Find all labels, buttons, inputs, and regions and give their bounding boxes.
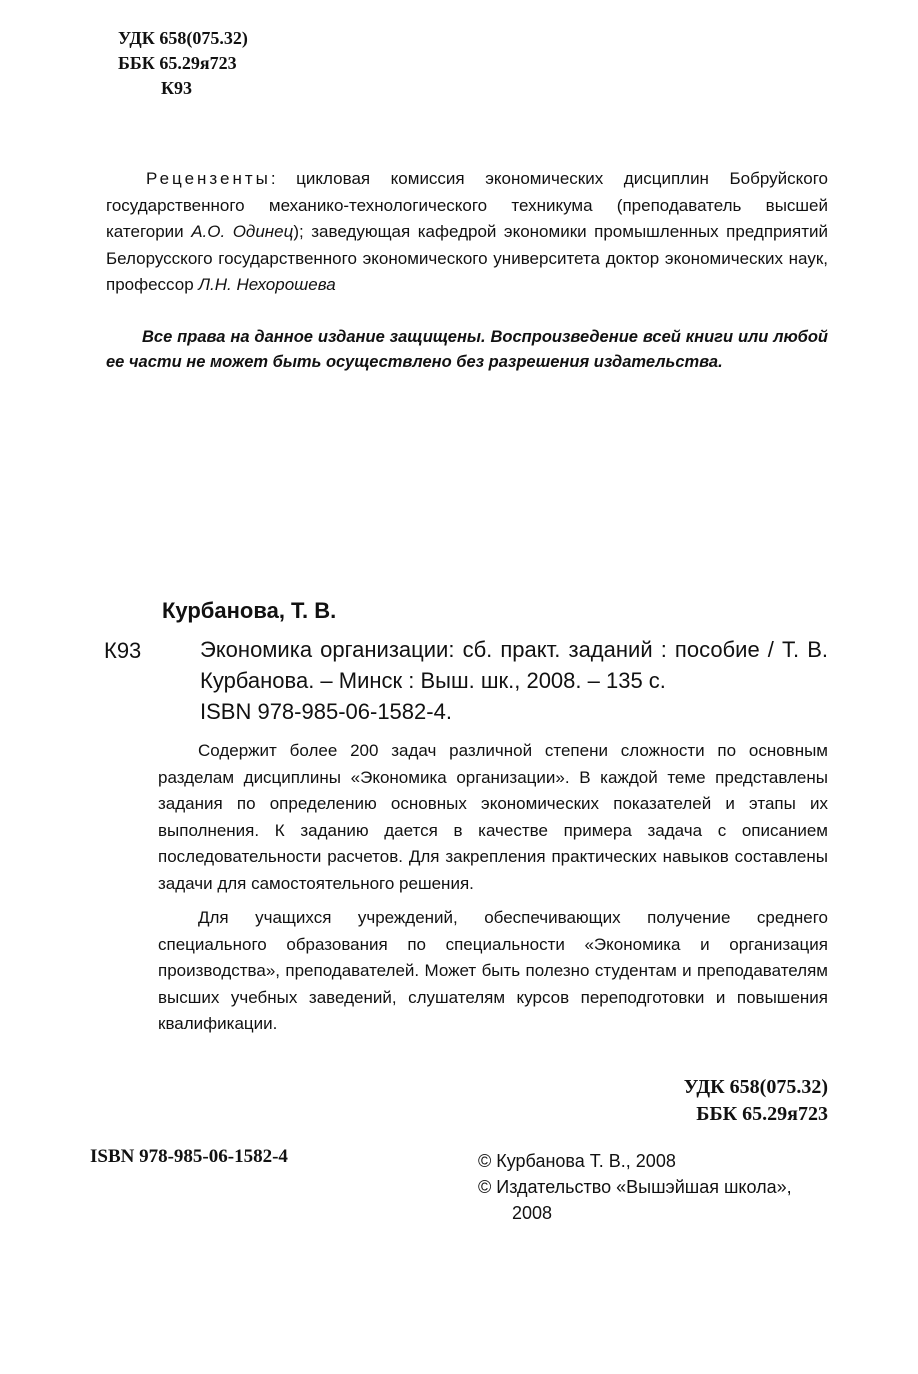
rights-notice: Все права на данное издание защищены. Воспроизведение всей книги или любой ее части не может быть осуществлено без разрешения издательства. [106,328,828,371]
bottom-classification-codes [684,1074,828,1128]
copyright-publisher-year: 2008 [512,1203,553,1223]
reviewer-name-2: Л.Н. Нехорошева [198,275,336,294]
catalog-description: Экономика организации: сб. практ. заданий : пособие / Т. В. Курбанова. – Минск : Выш. шк., 2008. – 135 с. [200,637,828,693]
catalog-author-mark: К93 [104,638,142,663]
reviewers-label: Рецензенты [146,169,271,188]
bbk-code-top: ББК 65.29я723 [118,53,237,73]
reviewers-text-1: : цикловая комиссия экономических дисциплин Бобруйского государственного механико-технологического техникума (преподаватель высшей категории [106,169,828,241]
reviewer-name-1: А.О. Одинец [191,222,294,241]
author-mark-top: К93 [161,78,193,98]
reviewers-text-2: ); заведующая кафедрой экономики промышленных предприятий Белорусского государственного экономического университета доктор экономических наук, профессор [106,222,828,294]
udk-code-top: УДК 658(075.32) [118,28,248,48]
abstract-block [158,738,828,1046]
copyright-block [478,1148,792,1226]
copyright-publisher: © Издательство «Вышэйшая школа», [478,1177,792,1197]
copyright-author: © Курбанова Т. В., 2008 [478,1151,676,1171]
catalog-bibliographic-description [200,634,828,727]
udk-code-bottom: УДК 658(075.32) [683,1076,828,1098]
catalog-author-heading: Курбанова, Т. В. [162,598,337,623]
top-classification-codes [118,26,248,101]
abstract-paragraph-1: Содержит более 200 задач различной степени сложности по основным разделам дисциплины «Экономика организации». В каждой теме представлены задания по определению основных экономических показателей и этапы их выполнения. К заданию дается в качестве примера задача с описанием последовательности расчетов. Для закрепления практических навыков составлены задачи для самостоятельного решения. [158,741,828,893]
catalog-isbn: ISBN 978-985-06-1582-4. [200,699,452,724]
reviewers-paragraph [106,166,828,299]
isbn-bottom: ISBN 978-985-06-1582-4 [90,1146,288,1167]
abstract-paragraph-2: Для учащихся учреждений, обеспечивающих получение среднего специального образования по специальности «Экономика и организация производства», преподавателей. Может быть полезно студентам и преподавателям высших учебных заведений, слушателям курсов переподготовки и повышения квалификации. [158,908,828,1033]
bbk-code-bottom: ББК 65.29я723 [696,1103,828,1125]
